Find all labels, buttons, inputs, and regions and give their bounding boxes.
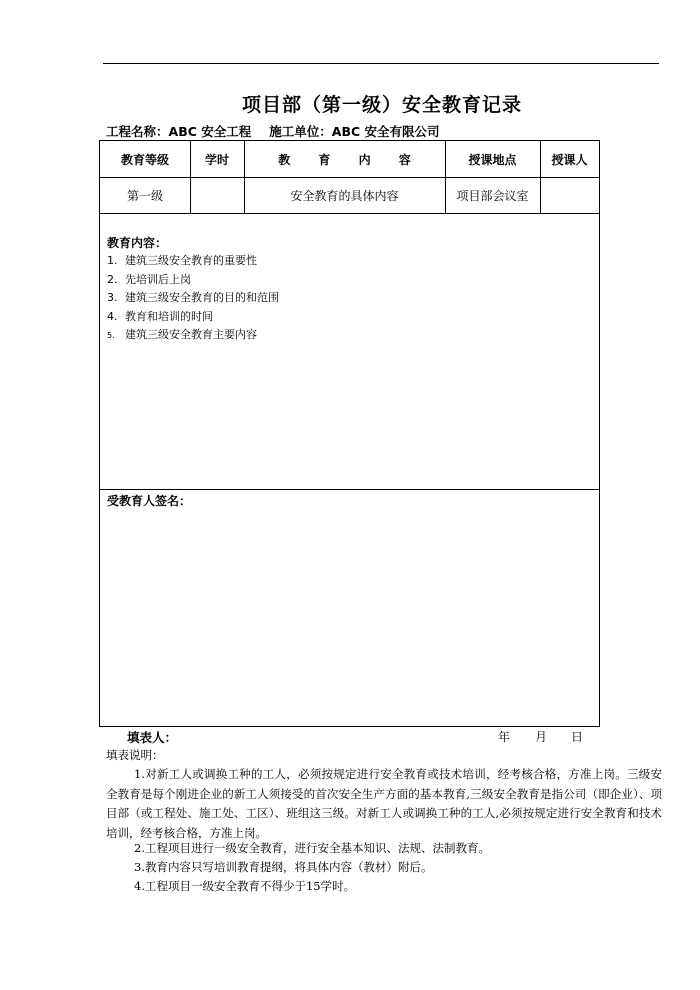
header-location: 授课地点: [468, 152, 517, 167]
signature-area[interactable]: [100, 511, 599, 726]
note-paragraph: 2.工程项目进行一级安全教育，进行安全基本知识、法规、法制教育。: [134, 841, 490, 855]
construction-unit-value: ABC 安全有限公司: [331, 124, 440, 139]
date-month: 月: [535, 730, 548, 744]
note-paragraph: 1.对新工人或调换工种的工人，必须按规定进行安全教育或技术培训，经考核合格，方准上岗。三级安全教育是每个刚进企业的新工人须接受的首次安全生产方面的基本教育,三级安全教育是指公司（即企业）、项目部（或工程处、施工处、工区）、班组这三级。对新工人或调换工种的工人,必须按规定进行安全教育和技术培训，经考核合格，方准上岗。: [106, 767, 662, 840]
project-info: [106, 122, 440, 140]
header-education-level: 教育等级: [120, 152, 169, 167]
cell-education-level[interactable]: 第一级: [126, 188, 163, 203]
education-record-form: [99, 140, 600, 727]
project-name-label: 工程名称：: [106, 124, 169, 139]
cell-hours[interactable]: [190, 177, 244, 213]
project-name-value: ABC 安全工程: [168, 124, 252, 139]
cell-instructor[interactable]: [540, 177, 599, 213]
cell-content[interactable]: 安全教育的具体内容: [290, 188, 399, 203]
header-instructor: 授课人: [551, 152, 588, 167]
header-hours: 学时: [204, 152, 229, 167]
content-list: [107, 252, 279, 346]
list-item: 3. 建筑三级安全教育的目的和范围: [107, 291, 279, 304]
note-paragraph: 3.教育内容只写培训教育提纲，将具体内容（教材）附后。: [134, 860, 433, 874]
notes-title: 填表说明：: [106, 748, 164, 762]
header-rule: [103, 63, 659, 64]
signature-label: 受教育人签名：: [107, 494, 192, 508]
list-item: 5. 建筑三级安全教育主要内容: [107, 328, 257, 341]
note-paragraph: 4.工程项目一级安全教育不得少于15学时。: [134, 879, 356, 893]
list-item: 1. 建筑三级安全教育的重要性: [107, 254, 257, 267]
content-label: 教育内容：: [107, 236, 168, 250]
date-year: 年: [498, 730, 511, 744]
date-day: 日: [571, 730, 584, 744]
page-title: 项目部（第一级）安全教育记录: [241, 94, 522, 116]
list-item: 2. 先培训后上岗: [107, 272, 191, 286]
list-item: 4. 教育和培训的时间: [107, 309, 213, 323]
header-content: 教 育 内 容: [278, 152, 423, 167]
cell-location[interactable]: 项目部会议室: [456, 188, 529, 203]
construction-unit-label: 施工单位：: [269, 124, 332, 139]
filler-label: 填表人：: [127, 730, 178, 745]
